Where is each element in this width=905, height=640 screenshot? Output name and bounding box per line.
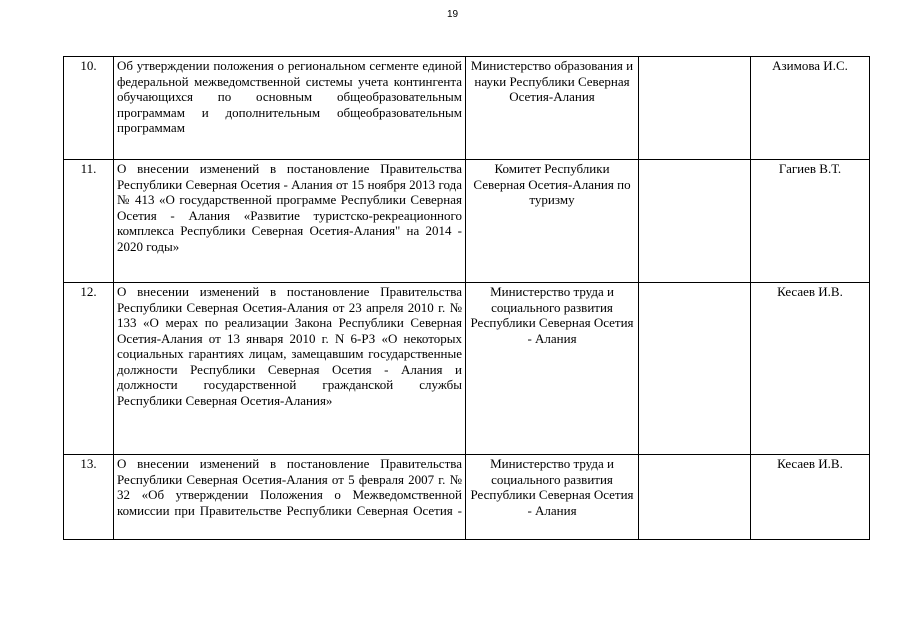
- table-row: [64, 57, 870, 160]
- row-number: 10.: [64, 57, 114, 160]
- responsible-person: Кесаев И.В.: [751, 455, 870, 540]
- row-number: 11.: [64, 160, 114, 283]
- deadline-cell: [639, 283, 751, 455]
- document-title: О внесении изменений в постановление Правительства Республики Северная Осетия - Алания от 15 ноября 2013 года № 413 «О государственной программе Республики Северная Осетия - Алания «Развитие туристско-рекреационного комплекса Республики Северная Осетия-Алания" на 2014 - 2020 годы»: [114, 160, 466, 283]
- page-number: 19: [446, 9, 459, 20]
- responsible-ministry: Министерство образования и науки Республики Северная Осетия-Алания: [466, 57, 639, 160]
- responsible-person: Гагиев В.Т.: [751, 160, 870, 283]
- document-title: Об утверждении положения о региональном сегменте единой федеральной межведомственной системы учета контингента обучающихся по основным общеобразовательным программам и дополнительным общеобразовательным программам: [114, 57, 466, 160]
- deadline-cell: [639, 160, 751, 283]
- decree-table: [63, 56, 870, 540]
- table-row: [64, 283, 870, 455]
- responsible-ministry: Министерство труда и социального развития Республики Северная Осетия - Алания: [466, 455, 639, 540]
- responsible-ministry: Комитет Республики Северная Осетия-Алания по туризму: [466, 160, 639, 283]
- deadline-cell: [639, 57, 751, 160]
- table-row: [64, 455, 870, 540]
- row-number: 12.: [64, 283, 114, 455]
- table-row: [64, 160, 870, 283]
- document-title: О внесении изменений в постановление Правительства Республики Северная Осетия-Алания от 5 февраля 2007 г. № 32 «Об утверждении Положения о Межведомственной комиссии при Правительстве Республики Северная Осетия -: [114, 455, 466, 540]
- responsible-person: Азимова И.С.: [751, 57, 870, 160]
- responsible-ministry: Министерство труда и социального развития Республики Северная Осетия - Алания: [466, 283, 639, 455]
- deadline-cell: [639, 455, 751, 540]
- document-title: О внесении изменений в постановление Правительства Республики Северная Осетия-Алания от 23 апреля 2010 г. № 133 «О мерах по реализации Закона Республики Северная Осетия-Алания от 13 января 2010 г. N 6-РЗ «О некоторых социальных гарантиях лицам, замещавшим государственные должности Республики Северная Осетия - Алания и должности государственной гражданской службы Республики Северная Осетия-Алания»: [114, 283, 466, 455]
- responsible-person: Кесаев И.В.: [751, 283, 870, 455]
- row-number: 13.: [64, 455, 114, 540]
